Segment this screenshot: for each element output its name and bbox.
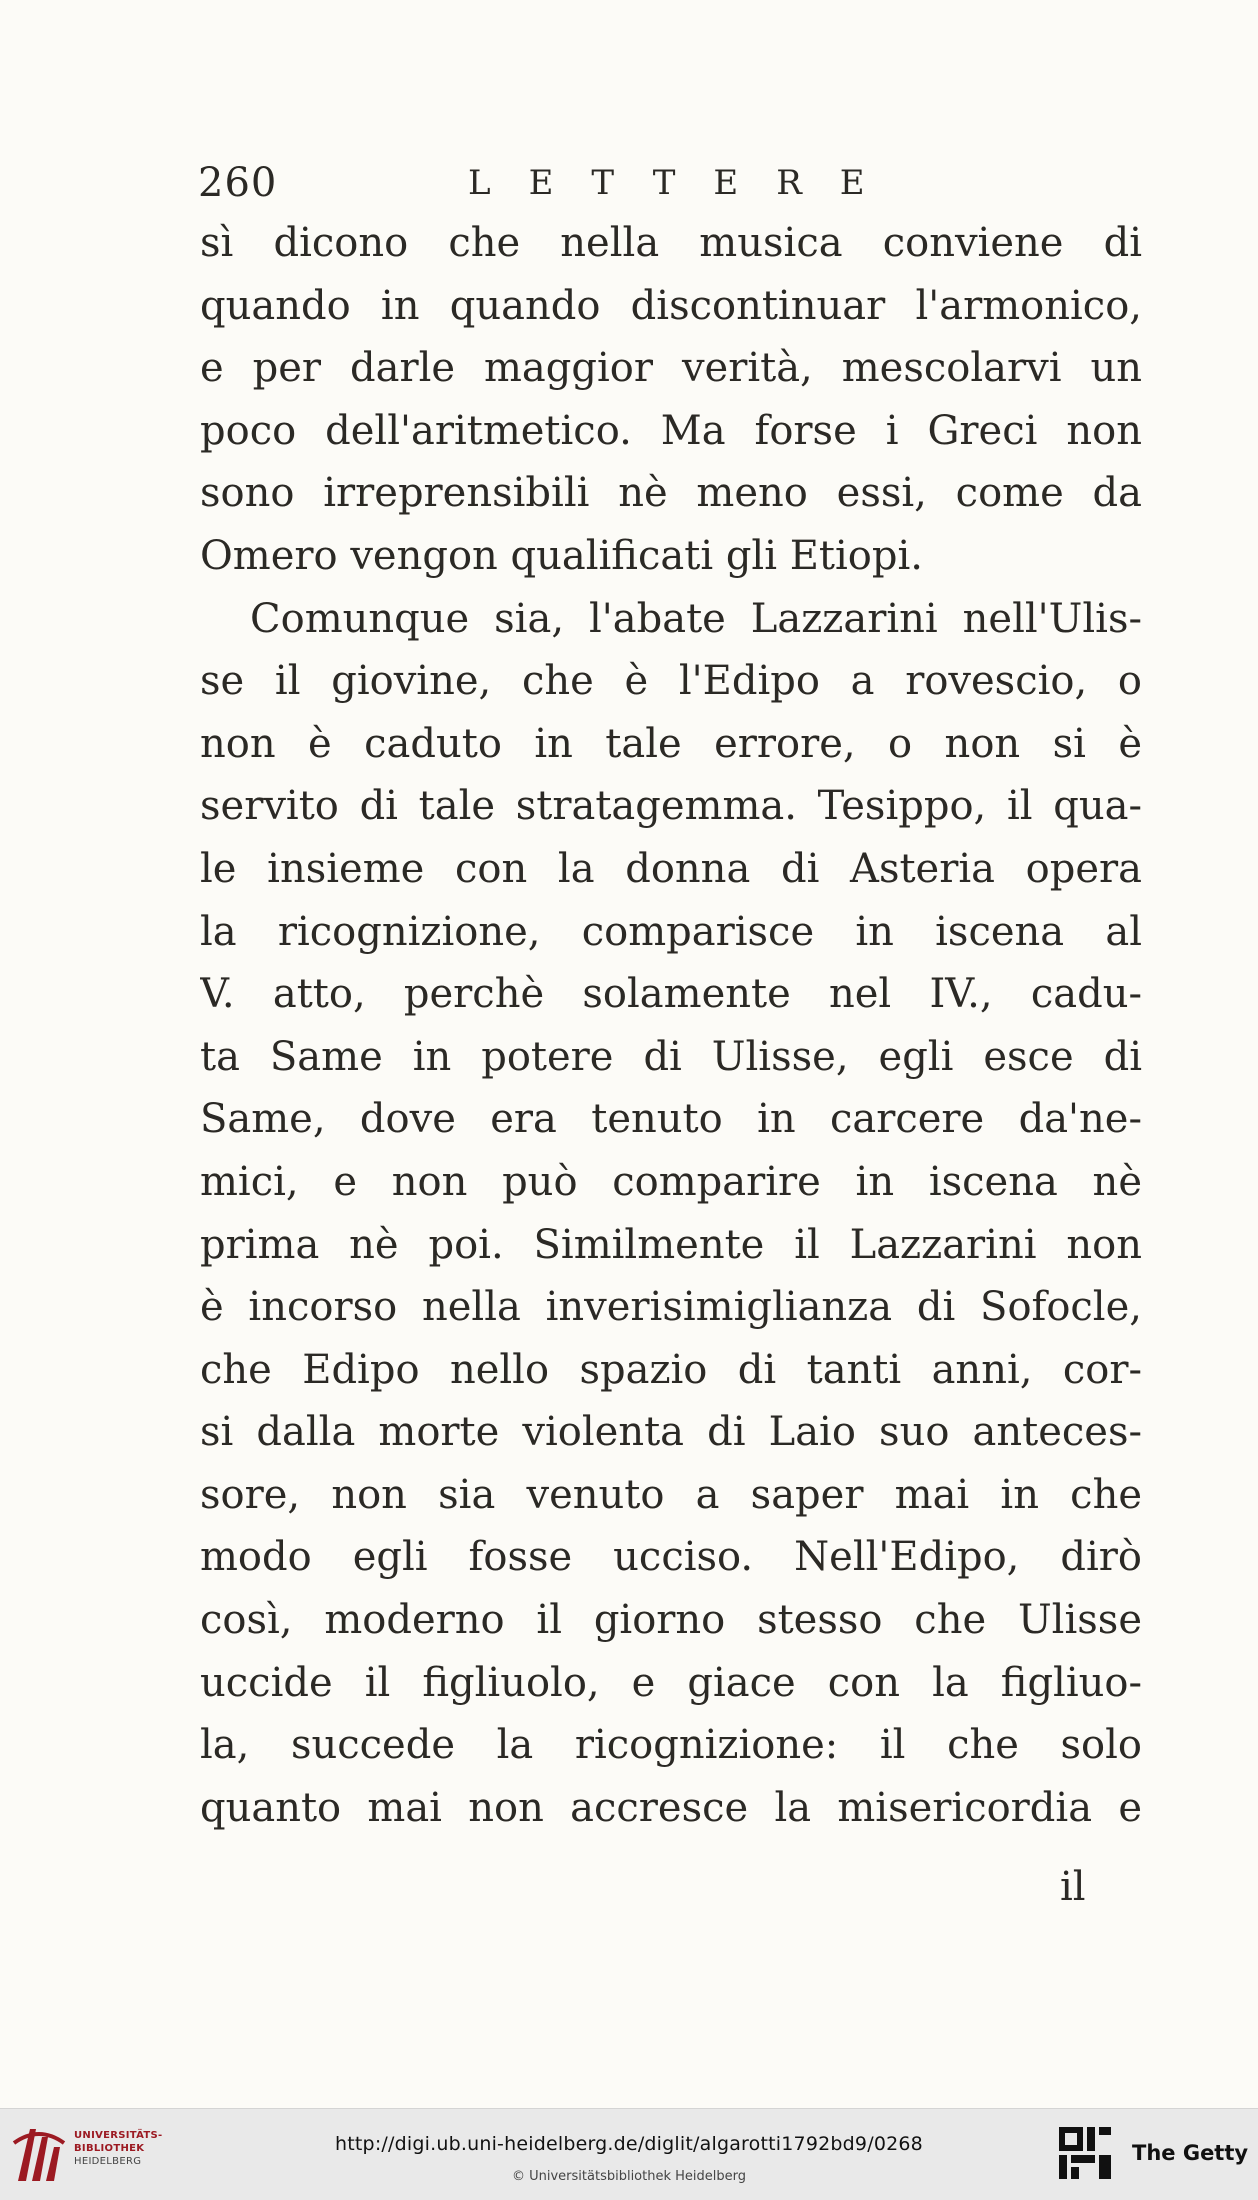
text-line: che Edipo nello spazio di tanti anni, cor- xyxy=(200,1346,1142,1393)
text-line: sì dicono che nella musica conviene di xyxy=(200,220,1142,266)
partner-name: The Getty xyxy=(1132,2141,1249,2165)
text-line: sore, non sia venuto a saper mai in che xyxy=(200,1471,1142,1518)
text-line: modo egli fosse ucciso. Nell'Edipo, dirò xyxy=(200,1534,1142,1581)
text-line: mici, e non può comparire in iscena nè xyxy=(200,1158,1142,1205)
text-line: uccide il figliuolo, e giace con la figliuo- xyxy=(200,1659,1142,1706)
running-title: LETTERE xyxy=(468,163,903,203)
text-line: la, succede la ricognizione: il che solo xyxy=(200,1722,1142,1769)
text-line: sono irreprensibili nè meno essi, come da xyxy=(200,470,1142,517)
text-line: Comunque sia, l'abate Lazzarini nell'Ulis- xyxy=(250,595,1142,642)
viewer-footer xyxy=(0,2108,1258,2200)
copyright-notice: © Universitätsbibliothek Heidelberg xyxy=(511,2169,746,2184)
text-line: non è caduto in tale errore, o non si è xyxy=(200,720,1142,767)
getty-logo-icon xyxy=(1057,2125,1113,2181)
text-line: poco dell'aritmetico. Ma forse i Greci non xyxy=(200,407,1142,454)
text-line: così, moderno il giorno stesso che Ulisse xyxy=(200,1597,1142,1644)
university-library-name: UNIVERSITÄTS- BIBLIOTHEK HEIDELBERG xyxy=(74,2130,163,2167)
text-line: e per darle maggior verità, mescolarvi un xyxy=(200,345,1142,392)
text-line: la ricognizione, comparisce in iscena al xyxy=(200,908,1142,955)
catchword: il xyxy=(1060,1864,1086,1910)
text-line: prima nè poi. Similmente il Lazzarini non xyxy=(200,1221,1142,1268)
page-header xyxy=(198,158,918,208)
text-line: V. atto, perchè solamente nel IV., cadu- xyxy=(200,971,1142,1018)
body-text xyxy=(200,212,1142,1839)
text-line: è incorso nella inverisimiglianza di Sofocle, xyxy=(200,1284,1142,1331)
text-line: le insieme con la donna di Asteria opera xyxy=(200,845,1142,892)
text-line: si dalla morte violenta di Laio suo anteces- xyxy=(200,1409,1142,1456)
document-url[interactable]: http://digi.ub.uni-heidelberg.de/diglit/algarotti1792bd9/0268 xyxy=(335,2133,923,2155)
text-line: Omero vengon qualificati gli Etiopi. xyxy=(200,532,923,579)
text-line: quando in quando discontinuar l'armonico, xyxy=(200,282,1142,329)
page-number: 260 xyxy=(198,160,278,206)
text-line: ta Same in potere di Ulisse, egli esce di xyxy=(200,1033,1142,1080)
text-line: quanto mai non accresce la misericordia e xyxy=(200,1784,1142,1831)
text-line: Same, dove era tenuto in carcere da'ne- xyxy=(200,1096,1142,1143)
text-line: se il giovine, che è l'Edipo a rovescio, o xyxy=(200,658,1142,705)
text-line: servito di tale stratagemma. Tesippo, il qua- xyxy=(200,783,1142,830)
